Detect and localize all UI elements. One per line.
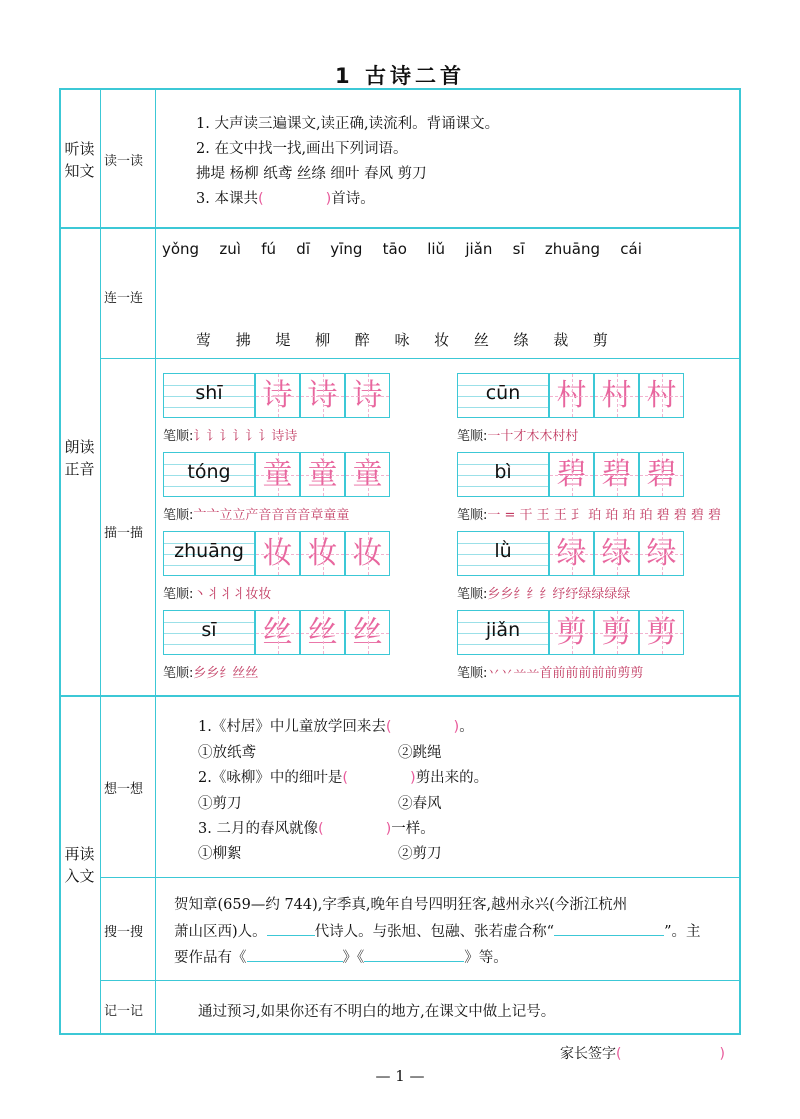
- tianzige-box[interactable]: 剪: [594, 610, 639, 655]
- trace-cell: [457, 610, 687, 680]
- tianzige-box[interactable]: 碧: [594, 452, 639, 497]
- stroke-order: 笔顺:乡乡纟丝丝: [163, 666, 259, 681]
- tianzige-box[interactable]: 碧: [639, 452, 684, 497]
- pinyin-text: tóng: [187, 461, 231, 483]
- parent-signature: 家长签字( ): [560, 1046, 725, 1062]
- pinyin-item[interactable]: zuì: [219, 240, 241, 258]
- answer-blank[interactable]: ( ): [385, 719, 460, 735]
- section-reread: 再读 入文: [64, 845, 95, 885]
- think-q1-option-2: ②跳绳: [398, 745, 442, 761]
- stroke-order: 笔顺:乡乡纟纟纟纾纾绿绿绿绿: [457, 587, 631, 602]
- answer-blank[interactable]: ( ): [342, 770, 416, 786]
- hanzi-item[interactable]: 丝: [473, 331, 489, 349]
- tianzige-box[interactable]: 村: [594, 373, 639, 418]
- note-text: 通过预习,如果你还有不明白的地方,在课文中做上记号。: [198, 1004, 556, 1020]
- think-q3-option-1: ①柳絮: [198, 846, 242, 862]
- tianzige-box[interactable]: 童: [300, 452, 345, 497]
- tianzige-box[interactable]: 绿: [594, 531, 639, 576]
- tianzige-box[interactable]: 童: [255, 452, 300, 497]
- tianzige-box[interactable]: 妆: [255, 531, 300, 576]
- answer-blank[interactable]: ( ): [257, 191, 332, 207]
- pinyin-text: zhuāng: [174, 540, 244, 562]
- think-q3: 3. 二月的春风就像( )一样。: [198, 821, 435, 837]
- sub-think: 想一想: [104, 782, 144, 797]
- pinyin-box: [163, 373, 255, 418]
- think-q2-option-2: ②春风: [398, 796, 442, 812]
- pinyin-box: [457, 531, 549, 576]
- sub-read: 读一读: [104, 154, 144, 169]
- sub-note: 记一记: [104, 1004, 144, 1019]
- tianzige-box[interactable]: 丝: [300, 610, 345, 655]
- tianzige-box[interactable]: 村: [549, 373, 594, 418]
- read-line-2: 2. 在文中找一找,画出下列词语。: [196, 141, 408, 157]
- tianzige-box[interactable]: 诗: [345, 373, 390, 418]
- think-q1-option-1: ①放纸鸢: [198, 745, 256, 761]
- stroke-order: 笔顺:丶丬丬丬妆妆: [163, 587, 272, 602]
- pinyin-item[interactable]: yǒng: [162, 240, 200, 258]
- think-q2-option-1: ①剪刀: [198, 796, 242, 812]
- page-number: — 1 —: [375, 1067, 425, 1085]
- fill-blank[interactable]: [247, 947, 343, 962]
- pinyin-text: jiǎn: [485, 619, 521, 641]
- pinyin-item[interactable]: liǔ: [427, 240, 446, 258]
- pinyin-item[interactable]: jiǎn: [465, 240, 493, 258]
- pinyin-box: [163, 610, 255, 655]
- think-q2: 2.《咏柳》中的细叶是( )剪出来的。: [198, 770, 489, 786]
- trace-cell: [457, 373, 687, 443]
- trace-cell: [457, 452, 722, 523]
- trace-cell: [163, 373, 393, 443]
- hanzi-item[interactable]: 拂: [235, 331, 251, 349]
- stroke-order: 笔顺:丷丷䒑䒑首前前前前前剪剪: [457, 666, 644, 681]
- tianzige-box[interactable]: 诗: [300, 373, 345, 418]
- pinyin-box: [163, 452, 255, 497]
- tianzige-box[interactable]: 妆: [345, 531, 390, 576]
- tianzige-box[interactable]: 诗: [255, 373, 300, 418]
- think-q3-option-2: ②剪刀: [398, 846, 442, 862]
- tianzige-box[interactable]: 剪: [639, 610, 684, 655]
- stroke-order: 笔顺:一十才木木村村: [457, 429, 579, 444]
- tianzige-box[interactable]: 绿: [549, 531, 594, 576]
- answer-blank[interactable]: ( ): [317, 821, 392, 837]
- tianzige-box[interactable]: 童: [345, 452, 390, 497]
- pinyin-text: bì: [494, 461, 512, 483]
- pinyin-box: [457, 610, 549, 655]
- sub-link: 连一连: [104, 291, 144, 306]
- pinyin-box: [457, 373, 549, 418]
- hanzi-item[interactable]: 醉: [354, 331, 370, 349]
- tianzige-box[interactable]: 村: [639, 373, 684, 418]
- fill-blank[interactable]: [554, 921, 664, 936]
- fill-blank[interactable]: [267, 921, 315, 936]
- stroke-order: 笔顺:一 = 干 王 王 ⺩ 珀 珀 珀 珀 碧 碧 碧 碧: [457, 508, 722, 523]
- search-line-2: 萧山区西)人。 代诗人。与张旭、包融、张若虚合称“ ”。主: [174, 920, 701, 941]
- pinyin-box: [163, 531, 255, 576]
- pinyin-item[interactable]: cái: [620, 240, 642, 258]
- pinyin-item[interactable]: sī: [512, 240, 525, 258]
- trace-cell: [163, 610, 393, 680]
- tianzige-box[interactable]: 丝: [255, 610, 300, 655]
- think-q1: 1.《村居》中儿童放学回来去( )。: [198, 719, 474, 735]
- pinyin-text: sī: [201, 619, 217, 641]
- tianzige-box[interactable]: 剪: [549, 610, 594, 655]
- stroke-order: 笔顺:亠亠立立产音音音音章童童: [163, 508, 350, 523]
- pinyin-item[interactable]: fú: [261, 240, 277, 258]
- pinyin-item[interactable]: yīng: [330, 240, 363, 258]
- hanzi-item[interactable]: 莺: [196, 331, 212, 349]
- pinyin-text: cūn: [485, 382, 521, 404]
- read-line-3: 拂堤 杨柳 纸鸢 丝绦 细叶 春风 剪刀: [196, 166, 427, 182]
- pinyin-item[interactable]: dī: [296, 240, 310, 258]
- tianzige-box[interactable]: 绿: [639, 531, 684, 576]
- tianzige-box[interactable]: 妆: [300, 531, 345, 576]
- search-line-3: 要作品有《 》《 》等。: [174, 946, 508, 967]
- hanzi-item[interactable]: 裁: [553, 331, 569, 349]
- pinyin-text: lǜ: [494, 540, 512, 562]
- fill-blank[interactable]: [364, 947, 464, 962]
- hanzi-item[interactable]: 剪: [592, 331, 608, 349]
- read-line-4: 3. 本课共( )首诗。: [196, 191, 375, 207]
- sub-search: 搜一搜: [104, 925, 144, 940]
- hanzi-item[interactable]: 堤: [275, 331, 291, 349]
- page-title: 1 古诗二首: [335, 64, 465, 88]
- sub-trace: 描一描: [104, 526, 144, 541]
- section-read-aloud: 朗读 正音: [64, 438, 95, 478]
- search-line-1: 贺知章(659—约 744),字季真,晚年自号四明狂客,越州永兴(今浙江杭州: [174, 897, 628, 913]
- section-listen: 听读 知文: [64, 140, 95, 180]
- hanzi-item[interactable]: 柳: [315, 331, 331, 349]
- trace-cell: [163, 531, 393, 601]
- trace-cell: [163, 452, 393, 522]
- pinyin-text: shī: [195, 382, 223, 404]
- pinyin-box: [457, 452, 549, 497]
- hanzi-item[interactable]: 绦: [513, 331, 529, 349]
- trace-cell: [457, 531, 687, 601]
- read-line-1: 1. 大声读三遍课文,读正确,读流利。背诵课文。: [196, 116, 500, 132]
- hanzi-row: [196, 329, 608, 350]
- pinyin-item[interactable]: zhuāng: [544, 240, 601, 258]
- stroke-order: 笔顺:讠讠讠讠讠讠诗诗: [163, 429, 298, 444]
- tianzige-box[interactable]: 碧: [549, 452, 594, 497]
- hanzi-item[interactable]: 咏: [394, 331, 410, 349]
- hanzi-item[interactable]: 妆: [434, 331, 450, 349]
- signature-field[interactable]: ( ): [616, 1046, 725, 1062]
- tianzige-box[interactable]: 丝: [345, 610, 390, 655]
- pinyin-item[interactable]: tāo: [382, 240, 407, 258]
- pinyin-row: [162, 240, 642, 258]
